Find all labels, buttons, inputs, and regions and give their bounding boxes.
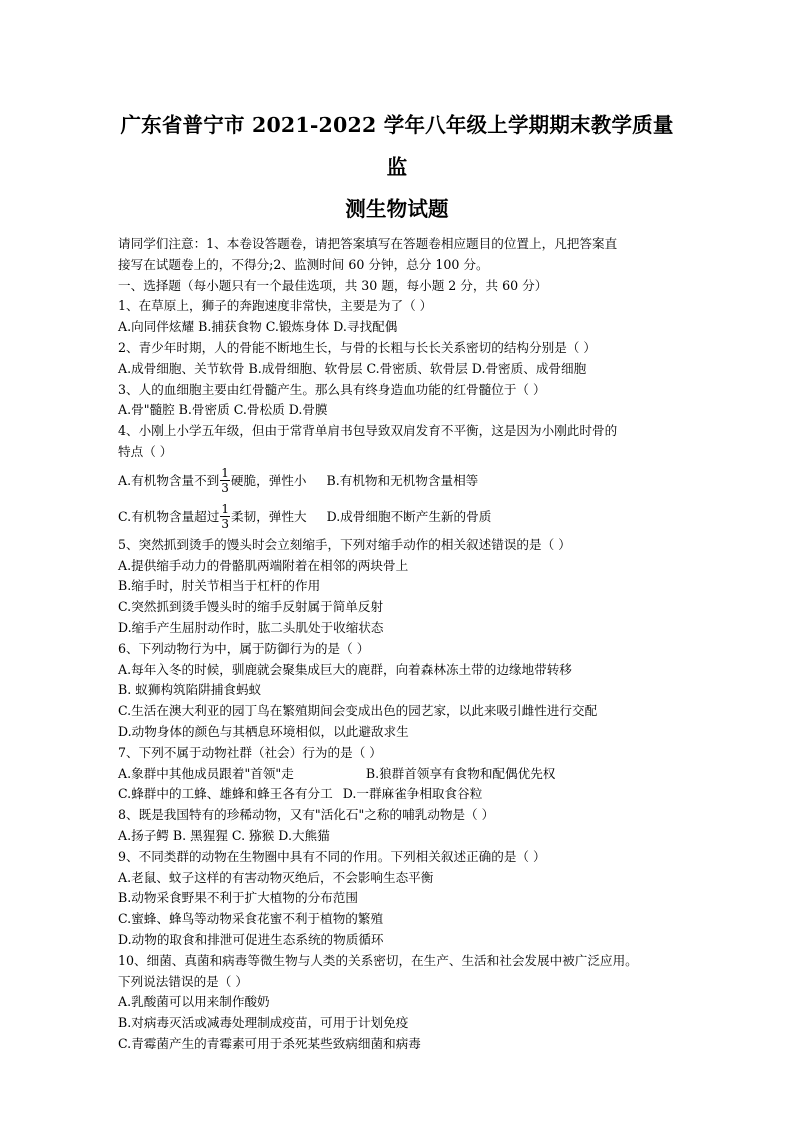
exam-title-line2: 测生物试题 [345,197,449,221]
option-b-text: B.有机物和无机物含量相等 [326,472,479,488]
question-stem: 2、青少年时期，人的骨能不断地生长，与骨的长粗与长长关系密切的结构分别是（ ） [118,339,596,355]
question-options-row [118,499,676,535]
question-options-row [118,764,676,785]
exam-title-line1: 广东省普宁市 2021-2022 学年八年级上学期期末教学质量监 [120,113,674,179]
question-options-row [118,784,676,805]
question-stem: 4、小刚上小学五年级，但由于常背单肩书包导致双肩发育不平衡，这是因为小刚此时骨的 [118,423,618,439]
option-b-text: B.动物采食野果不利于扩大植物的分布范围 [118,890,358,906]
option-b-text: B. 蚁狮构筑陷阱捕食蚂蚁 [118,682,262,698]
option-c-text: C.生活在澳大利亚的园丁鸟在繁殖期间会变成出色的园艺家，以此来吸引雌性进行交配 [118,703,598,719]
fraction [220,502,230,531]
question-stem: 3、人的血细胞主要由红骨髓产生。那么具有终身造血功能的红骨髓位于（ ） [118,381,546,397]
exam-content [118,234,676,1055]
question-stem: 1、在草原上，狮子的奔跑速度非常快，主要是为了（ ） [118,298,433,314]
question-stem: 7、下列不属于动物社群（社会）行为的是（ ） [118,744,382,760]
option-b-text: B.缩手时，肘关节相当于杠杆的作用 [118,578,321,594]
option-a-text: 硬脆，弹性小 [230,472,307,488]
option-c-text: 柔韧，弹性大 [231,508,307,524]
exam-title [118,0,676,230]
question-options-row [118,463,676,499]
option-d-text: D.缩手产生屈肘动作时，肱二头肌处于收缩状态 [118,619,384,635]
option-a-text: A.乳酸菌可以用来制作酸奶 [118,994,270,1010]
question-stem: 下列说法错误的是（ ） [118,973,248,989]
question-options: A.扬子鳄 B. 黑猩猩 C. 猕猴 D.大熊猫 [118,827,330,843]
option-a-text: A.象群中其他成员跟着"首领"走 [118,765,294,781]
option-d-text: D.成骨细胞不断产生新的骨质 [326,508,492,524]
fraction-denominator: 3 [221,481,229,496]
option-c-text: C.青霉菌产生的青霉素可用于杀死某些致病细菌和病毒 [118,1035,421,1051]
section-heading: 一、选择题（每小题只有一个最佳选项，共 30 题，每小题 2 分，共 60 分） [118,277,548,293]
option-c-text: C.有机物含量超过 [118,508,220,524]
option-b-text: B.对病毒灭活或减毒处理制成疫苗，可用于计划免疫 [118,1015,409,1031]
fraction [220,466,230,495]
option-a-text: A.有机物含量不到 [118,472,220,488]
question-options: A.骨"髓腔 B.骨密质 C.骨松质 D.骨膜 [118,402,328,418]
fraction-numerator: 1 [221,466,229,481]
question-stem: 10、细菌、真菌和病毒等微生物与人类的关系密切，在生产、生活和社会发展中被广泛应用。 [118,952,638,968]
fraction-denominator: 3 [221,517,229,532]
option-c-text: C.蜜蜂、蜂鸟等动物采食花蜜不利于植物的繁殖 [118,911,384,927]
question-stem: 6、下列动物行为中，属于防御行为的是（ ） [118,640,370,656]
option-a-text: A.每年入冬的时候，驯鹿就会聚集成巨大的鹿群，向着森林冻土带的边缘地带转移 [118,661,572,677]
notice-line: 接写在试题卷上的，不得分;2、监测时间 60 分钟，总分 100 分。 [118,256,489,272]
question-stem: 8、既是我国特有的珍稀动物，又有"活化石"之称的哺乳动物是（ ） [118,807,495,823]
notice-line: 请同学们注意：1、本卷设答题卷，请把答案填写在答题卷相应题目的位置上，凡把答案直 [118,236,618,251]
question-stem: 特点（ ） [118,443,173,459]
option-c-text: C.蜂群中的工蜂、雄蜂和蜂王各有分工 [118,786,333,802]
option-a-text: A.老鼠、蚊子这样的有害动物灭绝后，不会影响生态平衡 [118,869,434,885]
option-b-text: B.狼群首领享有食物和配偶优先权 [365,765,556,781]
option-c-text: C.突然抓到烫手馒头时的缩手反射属于简单反射 [118,599,384,615]
question-stem: 5、突然抓到烫手的馒头时会立刻缩手，下列对缩手动作的相关叙述错误的是（ ） [118,536,571,552]
option-d-text: D.动物的取食和排泄可促进生态系统的物质循环 [118,931,384,947]
question-stem: 9、不同类群的动物在生物圈中具有不同的作用。下列相关叙述正确的是（ ） [118,848,546,864]
fraction-numerator: 1 [221,502,229,517]
option-d-text: D.一群麻雀争相取食谷粒 [342,786,483,802]
question-options: A.成骨细胞、关节软骨 B.成骨细胞、软骨层 C.骨密质、软骨层 D.骨密质、成骨细胞 [118,360,587,376]
question-options: A.向同伴炫耀 B.捕获食物 C.锻炼身体 D.寻找配偶 [118,319,398,335]
option-d-text: D.动物身体的颜色与其栖息环境相似，以此避敌求生 [118,723,409,739]
option-a-text: A.提供缩手动力的骨骼肌两端附着在相邻的两块骨上 [118,557,409,573]
